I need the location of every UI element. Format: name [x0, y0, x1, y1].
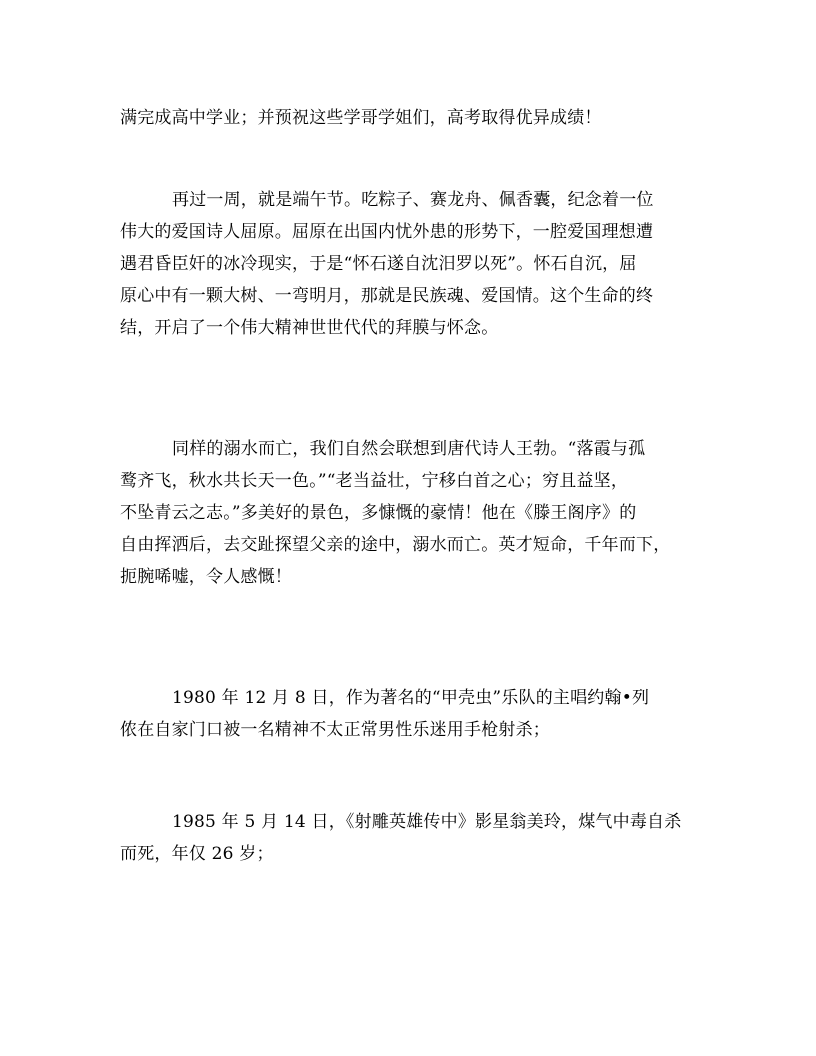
- text-line: 侬在自家门口被一名精神不太正常男性乐迷用手枪射杀；: [120, 720, 550, 740]
- text-line: 结，开启了一个伟大精神世世代代的拜膜与怀念。: [120, 318, 499, 338]
- paragraph-wang-bo: [120, 433, 698, 593]
- text-line: 而死，年仅 26 岁；: [120, 844, 274, 864]
- text-line: 1985 年 5 月 14 日，《射雕英雄传中》影星翁美玲，煤气中毒自杀: [172, 812, 682, 832]
- text-line: 满完成高中学业；并预祝这些学哥学姐们，高考取得优异成绩！: [120, 108, 602, 128]
- text-line: 鹜齐飞，秋水共长天一色。”“老当益壮，宁移白首之心；穷且益坚，: [120, 471, 629, 491]
- text-line: 再过一周，就是端午节。吃粽子、赛龙舟、佩香囊，纪念着一位: [172, 190, 654, 210]
- text-line: 1980 年 12 月 8 日，作为著名的“甲壳虫”乐队的主唱约翰•列: [172, 688, 650, 708]
- text-line: 原心中有一颗大树、一弯明月，那就是民族魂、爱国情。这个生命的终: [120, 286, 654, 306]
- text-line: 扼腕唏嘘，令人感慨！: [120, 567, 292, 587]
- text-line: 不坠青云之志。”多美好的景色，多慷慨的豪情！他在《滕王阁序》的: [120, 503, 637, 523]
- text-line: 同样的溺水而亡，我们自然会联想到唐代诗人王勃。“落霞与孤: [172, 439, 646, 459]
- text-line: 伟大的爱国诗人屈原。屈原在出国内忧外患的形势下，一腔爱国理想遭: [120, 222, 654, 242]
- text-line: 自由挥洒后，去交趾探望父亲的途中，溺水而亡。英才短命，千年而下，: [120, 535, 671, 555]
- paragraph-dragon-boat-festival: [120, 184, 698, 344]
- text-line: 遇君昏臣奸的冰冷现实，于是“怀石遂自沈汨罗以死”。怀石自沉，屈: [120, 254, 637, 274]
- paragraph-closing-wishes: [120, 102, 698, 134]
- paragraph-john-lennon: [120, 682, 698, 746]
- paragraph-barbara-yung: [120, 806, 698, 870]
